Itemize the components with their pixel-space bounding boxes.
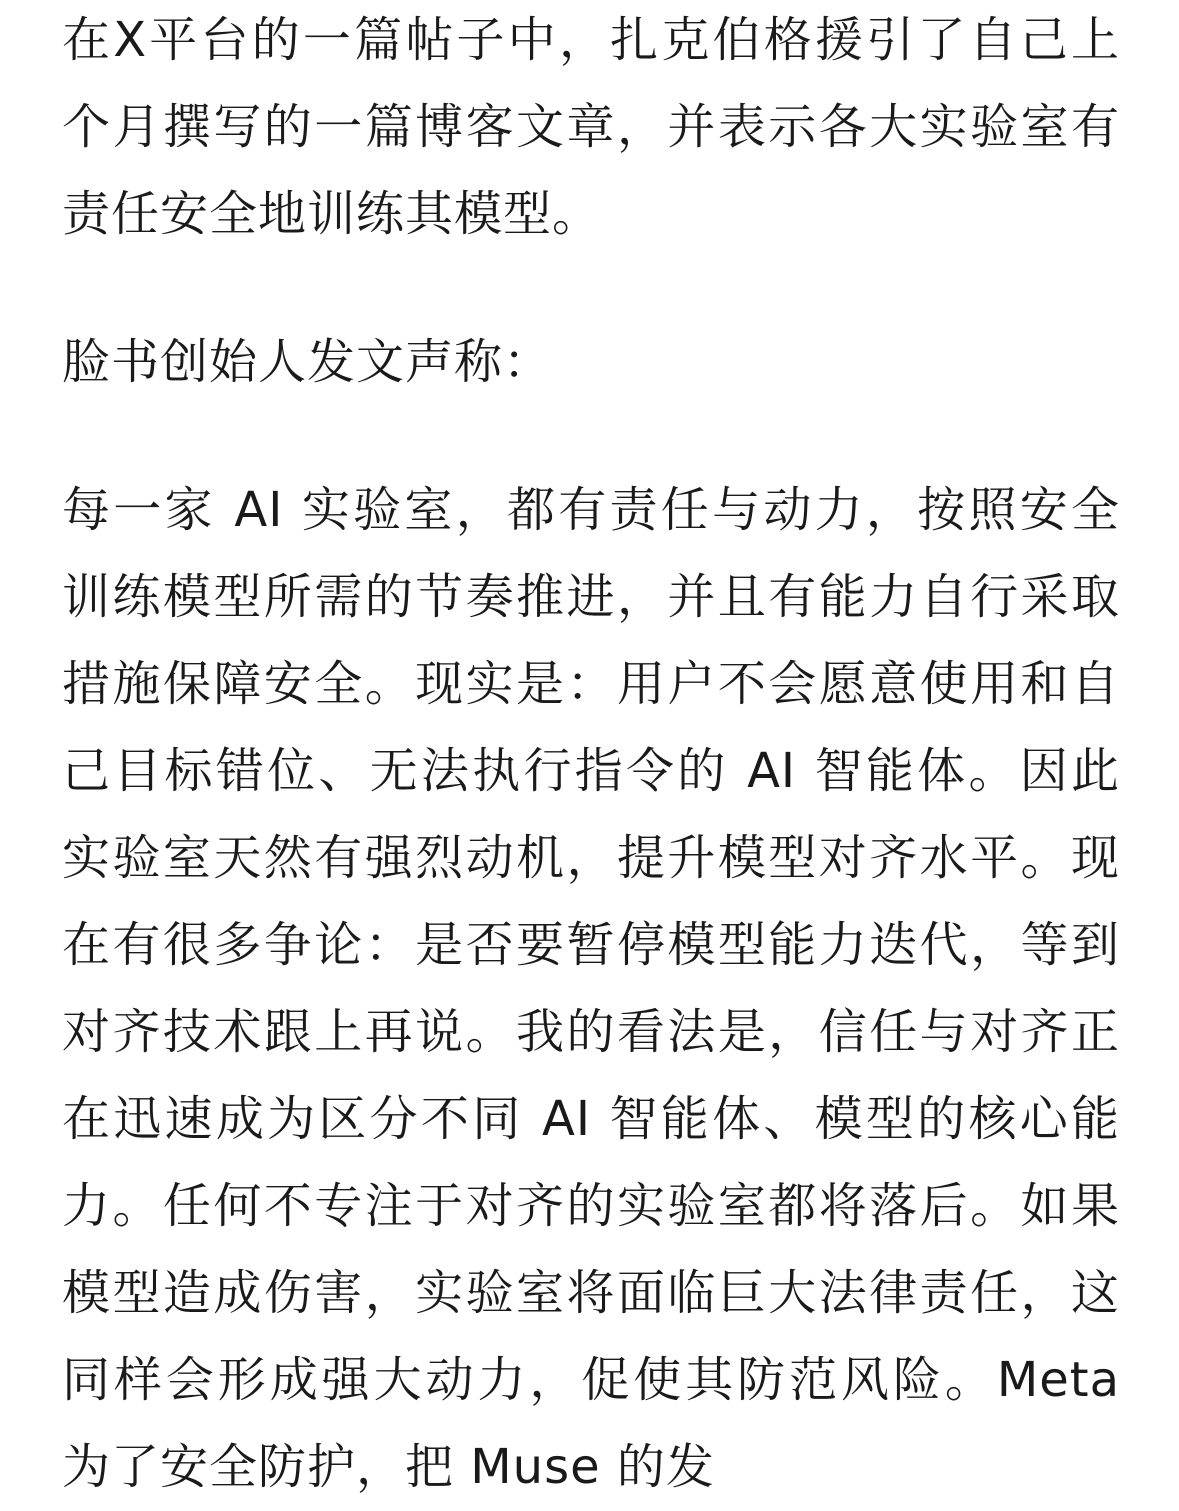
article-paragraph: 在X平台的一篇帖子中，扎克伯格援引了自己上个月撰写的一篇博客文章，并表示各大实验室有责任安全地训练其模型。 bbox=[62, 12, 1120, 242]
article-paragraph: 脸书创始人发文声称： bbox=[62, 334, 553, 390]
article-paragraph-quote: 每一家 AI 实验室，都有责任与动力，按照安全训练模型所需的节奏推进，并且有能力自行采取措施保障安全。现实是：用户不会愿意使用和自己目标错位、无法执行指令的 AI 智能体。因此实验室天然有强烈动机，提升模型对齐水平。现在有很多争论：是否要暂停模型能力迭代，等到对齐技术跟上再说。我的看法是，信任与对齐正在迅速成为区分不同 AI 智能体、模型的核心能力。任何不专注于对齐的实验室都将落后。如果模型造成伤害，实验室将面临巨大法律责任，这同样会形成强大动力，促使其防范风险。Meta 为了安全防护，把 Muse 的发 bbox=[62, 482, 1120, 1495]
